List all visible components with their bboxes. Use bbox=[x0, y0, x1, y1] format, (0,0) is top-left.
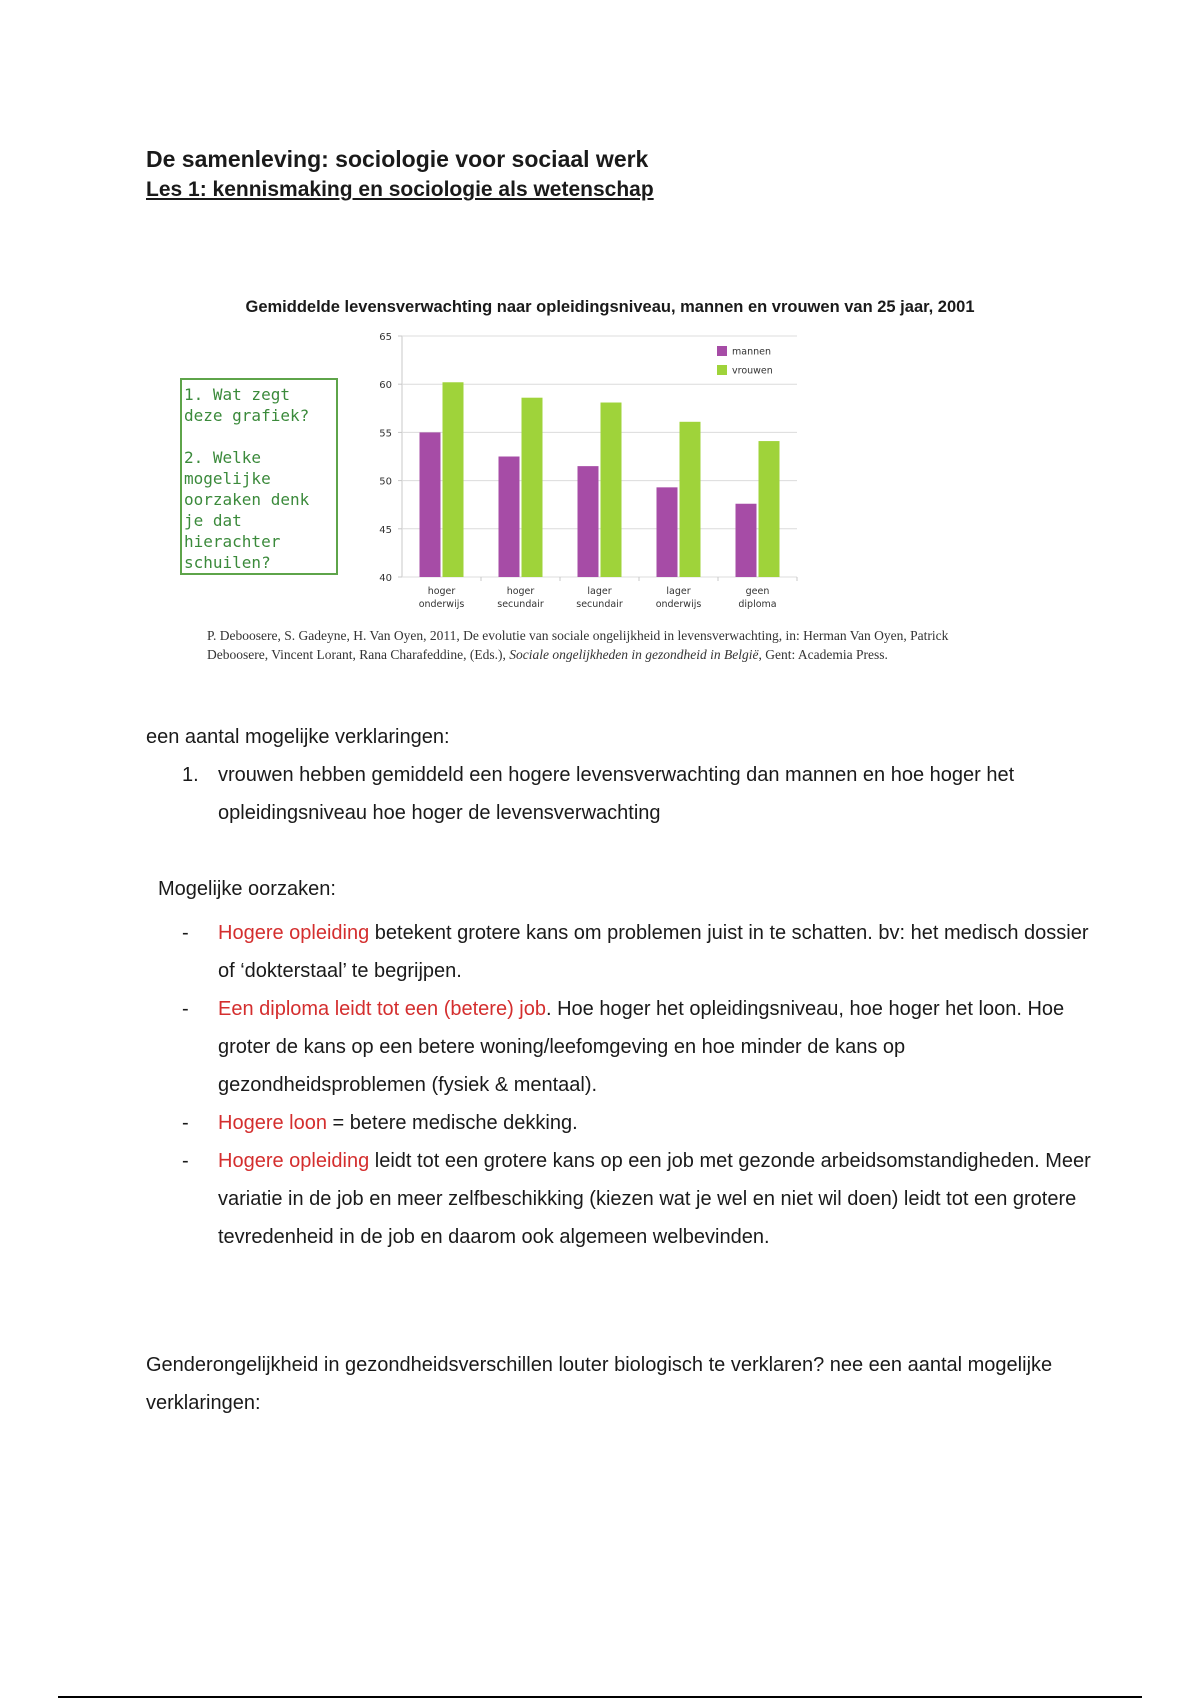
y-tick-label: 45 bbox=[379, 524, 392, 536]
bullet-dash: - bbox=[182, 1112, 189, 1134]
intro-paragraph: een aantal mogelijke verklaringen: bbox=[146, 726, 450, 748]
citation-tail: , Gent: Academia Press. bbox=[758, 647, 888, 662]
bullet-dash: - bbox=[182, 922, 189, 944]
bar-vrouwen bbox=[443, 382, 464, 577]
bar-vrouwen bbox=[601, 403, 622, 577]
bar-mannen bbox=[420, 432, 441, 577]
x-tick-label: hoger bbox=[427, 586, 456, 597]
x-tick-label: lager bbox=[666, 586, 691, 597]
x-tick-label: hoger bbox=[506, 586, 535, 597]
cause-item bbox=[218, 990, 1098, 1104]
x-tick-label: onderwijs bbox=[655, 599, 702, 610]
citation-main: P. Deboosere, S. Gadeyne, H. Van Oyen, 2011, De evolutie van sociale ongelijkheid in levensverwachting, in: Herman Van Oyen, Patrick Deboosere, Vincent Lorant, Rana Charafeddine, (Eds.), bbox=[207, 628, 949, 662]
legend-swatch-mannen bbox=[717, 346, 727, 356]
list-number: 1. bbox=[182, 764, 199, 786]
question-box bbox=[180, 378, 338, 575]
causes-heading: Mogelijke oorzaken: bbox=[158, 878, 336, 900]
x-tick-label: onderwijs bbox=[418, 599, 465, 610]
list-item-1: vrouwen hebben gemiddeld een hogere levensverwachting dan mannen en hoe hoger het opleidingsniveau hoe hoger de levensverwachting bbox=[218, 764, 1015, 824]
question-1: 1. Wat zegt deze grafiek? bbox=[184, 385, 310, 425]
chart-title: Gemiddelde levensverwachting naar opleidingsniveau, mannen en vrouwen van 25 jaar, 2001 bbox=[245, 298, 975, 316]
legend-label-vrouwen: vrouwen bbox=[732, 365, 773, 377]
cause-text: leidt tot een grotere kans op een job met gezonde arbeidsomstandigheden. Meer variatie in de job en meer zelfbeschikking (kiezen wat je wel en niet wil doen) leidt tot een grotere tevredenheid in de job en daarom ook algemeen welbevinden. bbox=[218, 1150, 1091, 1248]
cause-highlight: Hogere loon bbox=[218, 1112, 327, 1134]
chart-source-citation bbox=[207, 626, 997, 664]
x-tick-label: diploma bbox=[738, 599, 777, 610]
x-tick-label: secundair bbox=[576, 599, 623, 610]
cause-item bbox=[218, 1104, 1098, 1142]
legend-label-mannen: mannen bbox=[732, 346, 771, 358]
y-tick-label: 65 bbox=[379, 332, 392, 343]
bullet-dash: - bbox=[182, 1150, 189, 1172]
legend-swatch-vrouwen bbox=[717, 365, 727, 375]
bar-mannen bbox=[736, 504, 757, 577]
citation-book: Sociale ongelijkheden in gezondheid in België bbox=[509, 647, 759, 662]
cause-text: . Hoe hoger het opleidingsniveau, hoe hoger het loon. Hoe groter de kans op een betere woning/leefomgeving en hoe minder de kans op gezondheidsproblemen (fysiek & mentaal). bbox=[218, 998, 1065, 1096]
question-2: 2. Welke mogelijke oorzaken denk je dat hierachter schuilen? bbox=[184, 448, 310, 572]
cause-highlight: Hogere opleiding bbox=[218, 1150, 370, 1172]
bar-vrouwen bbox=[680, 422, 701, 577]
bar-vrouwen bbox=[522, 398, 543, 577]
bar-mannen bbox=[499, 457, 520, 578]
document-title: De samenleving: sociologie voor sociaal werk bbox=[146, 146, 649, 172]
footer-rule bbox=[58, 1696, 1142, 1698]
y-tick-label: 50 bbox=[379, 476, 392, 488]
cause-highlight: Een diploma leidt tot een (betere) job bbox=[218, 998, 546, 1020]
y-tick-label: 40 bbox=[379, 573, 392, 584]
x-tick-label: geen bbox=[745, 586, 770, 597]
bar-mannen bbox=[657, 487, 678, 577]
y-tick-label: 55 bbox=[379, 428, 392, 440]
bar-vrouwen bbox=[759, 441, 780, 577]
cause-text: betekent grotere kans om problemen juist in te schatten. bv: het medisch dossier of ‘dokterstaal’ te begrijpen. bbox=[218, 922, 1089, 982]
gender-paragraph: Genderongelijkheid in gezondheidsverschillen louter biologisch te verklaren? nee een aantal mogelijke verklaringen: bbox=[146, 1354, 1053, 1414]
document-subtitle: Les 1: kennismaking en sociologie als wetenschap bbox=[146, 178, 654, 201]
y-tick-label: 60 bbox=[379, 380, 392, 392]
cause-item bbox=[218, 1142, 1098, 1256]
cause-highlight: Hogere opleiding bbox=[218, 922, 370, 944]
bullet-dash: - bbox=[182, 998, 189, 1020]
x-tick-label: lager bbox=[587, 586, 612, 597]
bar-mannen bbox=[578, 466, 599, 577]
x-tick-label: secundair bbox=[497, 599, 544, 610]
cause-text: = betere medische dekking. bbox=[326, 1112, 578, 1134]
cause-item bbox=[218, 914, 1098, 990]
